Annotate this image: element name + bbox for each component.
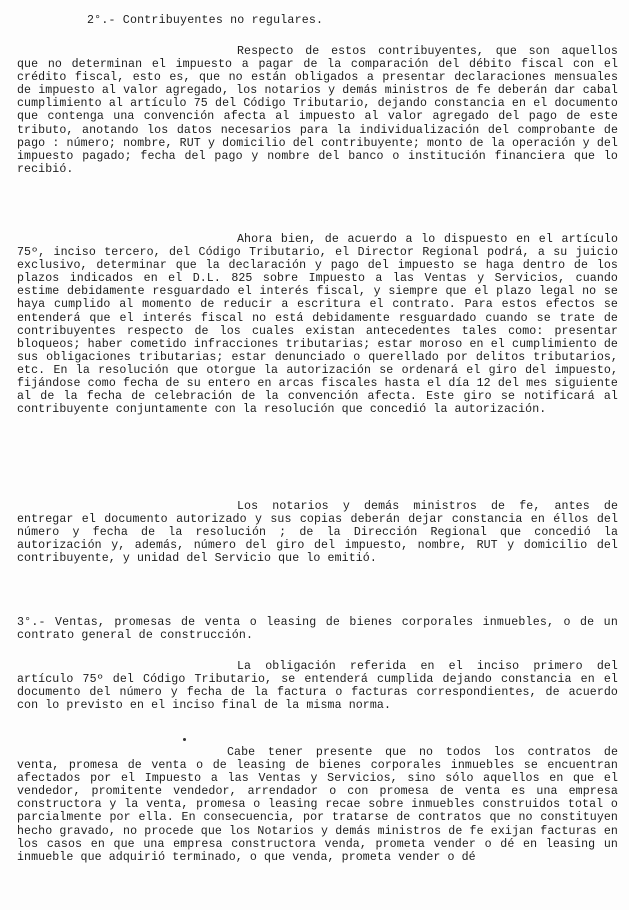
scan-speck — [183, 738, 186, 741]
section-2-paragraph-1-text: Respecto de estos contribuyentes, que son aquellos que no determinan el impuesto a pagar de la comparación del débito fiscal con el crédito fiscal, esto es, que no están obligados a presentar declaraciones mensuales de impuesto al valor agregado, los notarios y demás ministros de fe deberán dar cabal cumplimiento al artículo 75 del Código Tributario, dejando constancia en el documento que contenga una convención afecta al impuesto al valor agregado del pago de este tributo, anotando los datos necesarios para la individualización del comprobante de pago : número; nombre, RUT y domicilio del contribuyente; monto de la operación y del impuesto pagado; fecha del pago y nombre del banco o institución financiera que lo recibió. — [17, 45, 618, 176]
section-2-heading: 2°.- Contribuyentes no regulares. — [87, 14, 324, 27]
section-3-paragraph-1-text: La obligación referida en el inciso primero del artículo 75º del Código Tributario, se entenderá cumplida dejando constancia en el documento del número y fecha de la factura o facturas correspondientes, de acuerdo con lo previsto en el inciso final de la misma norma. — [17, 660, 618, 713]
section-2-paragraph-2 — [17, 233, 618, 416]
section-3-heading: 3°.- Ventas, promesas de venta o leasing de bienes corporales inmuebles, o de un contrato general de construcción. — [17, 616, 618, 643]
section-2-paragraph-2-text: Ahora bien, de acuerdo a lo dispuesto en el artículo 75º, inciso tercero, del Código Tributario, el Director Regional podrá, a su juicio exclusivo, determinar que la declaración y pago del impuesto se haga dentro de los plazos indicados en el D.L. 825 sobre Impuesto a las Ventas y Servicios, cuando estime debidamente resguardado el interés fiscal, y siempre que el plazo legal no se haya cumplido al momento de reducir a escritura el contrato. Para estos efectos se entenderá que el interés fiscal no está debidamente resguardado cuando se trate de contribuyentes respecto de los cuales existan antecedentes tales como: presentar bloqueos; haber cometido infracciones tributarias; estar moroso en el cumplimiento de sus obligaciones tributarias; estar denunciado o querellado por delitos tributarios, etc. En la resolución que otorgue la autorización se ordenará el giro del impuesto, fijándose como fecha de su entero en arcas fiscales hasta el día 12 del mes siguiente al de la fecha de celebración de la convención afecta. Este giro se notificará al contribuyente conjuntamente con la resolución que concedió la autorización. — [17, 233, 618, 417]
section-3-paragraph-2-text: Cabe tener presente que no todos los contratos de venta, promesa de venta o de leasing de bienes corporales inmuebles se encuentran afectados por el Impuesto a las Ventas y Servicios, sino sólo aquellos en que el vendedor, promitente vendedor, arrendador o con promesa de venta es una empresa constructora y la venta, promesa o leasing recae sobre inmuebles construidos total o parcialmente por ella. En consecuencia, por tratarse de contratos que no constituyen hecho gravado, no procede que los Notarios y demás ministros de fe exijan facturas en los casos en que una empresa constructora venda, prometa vender o dé en leasing un inmueble que adquirió terminado, o que venda, prometa vender o dé — [17, 746, 618, 864]
section-2-paragraph-3-text: Los notarios y demás ministros de fe, antes de entregar el documento autorizado y sus copias deberán dejar constancia en éllos del número y fecha de la resolución ; de la Dirección Regional que concedió la autorización y, además, número del giro del impuesto, nombre, RUT y domicilio del contribuyente, y unidad del Servicio que lo emitió. — [17, 500, 618, 566]
section-2-paragraph-1 — [17, 45, 618, 176]
section-3-paragraph-1 — [17, 660, 618, 712]
section-3-paragraph-2 — [17, 746, 618, 864]
section-2-paragraph-3 — [17, 500, 618, 565]
